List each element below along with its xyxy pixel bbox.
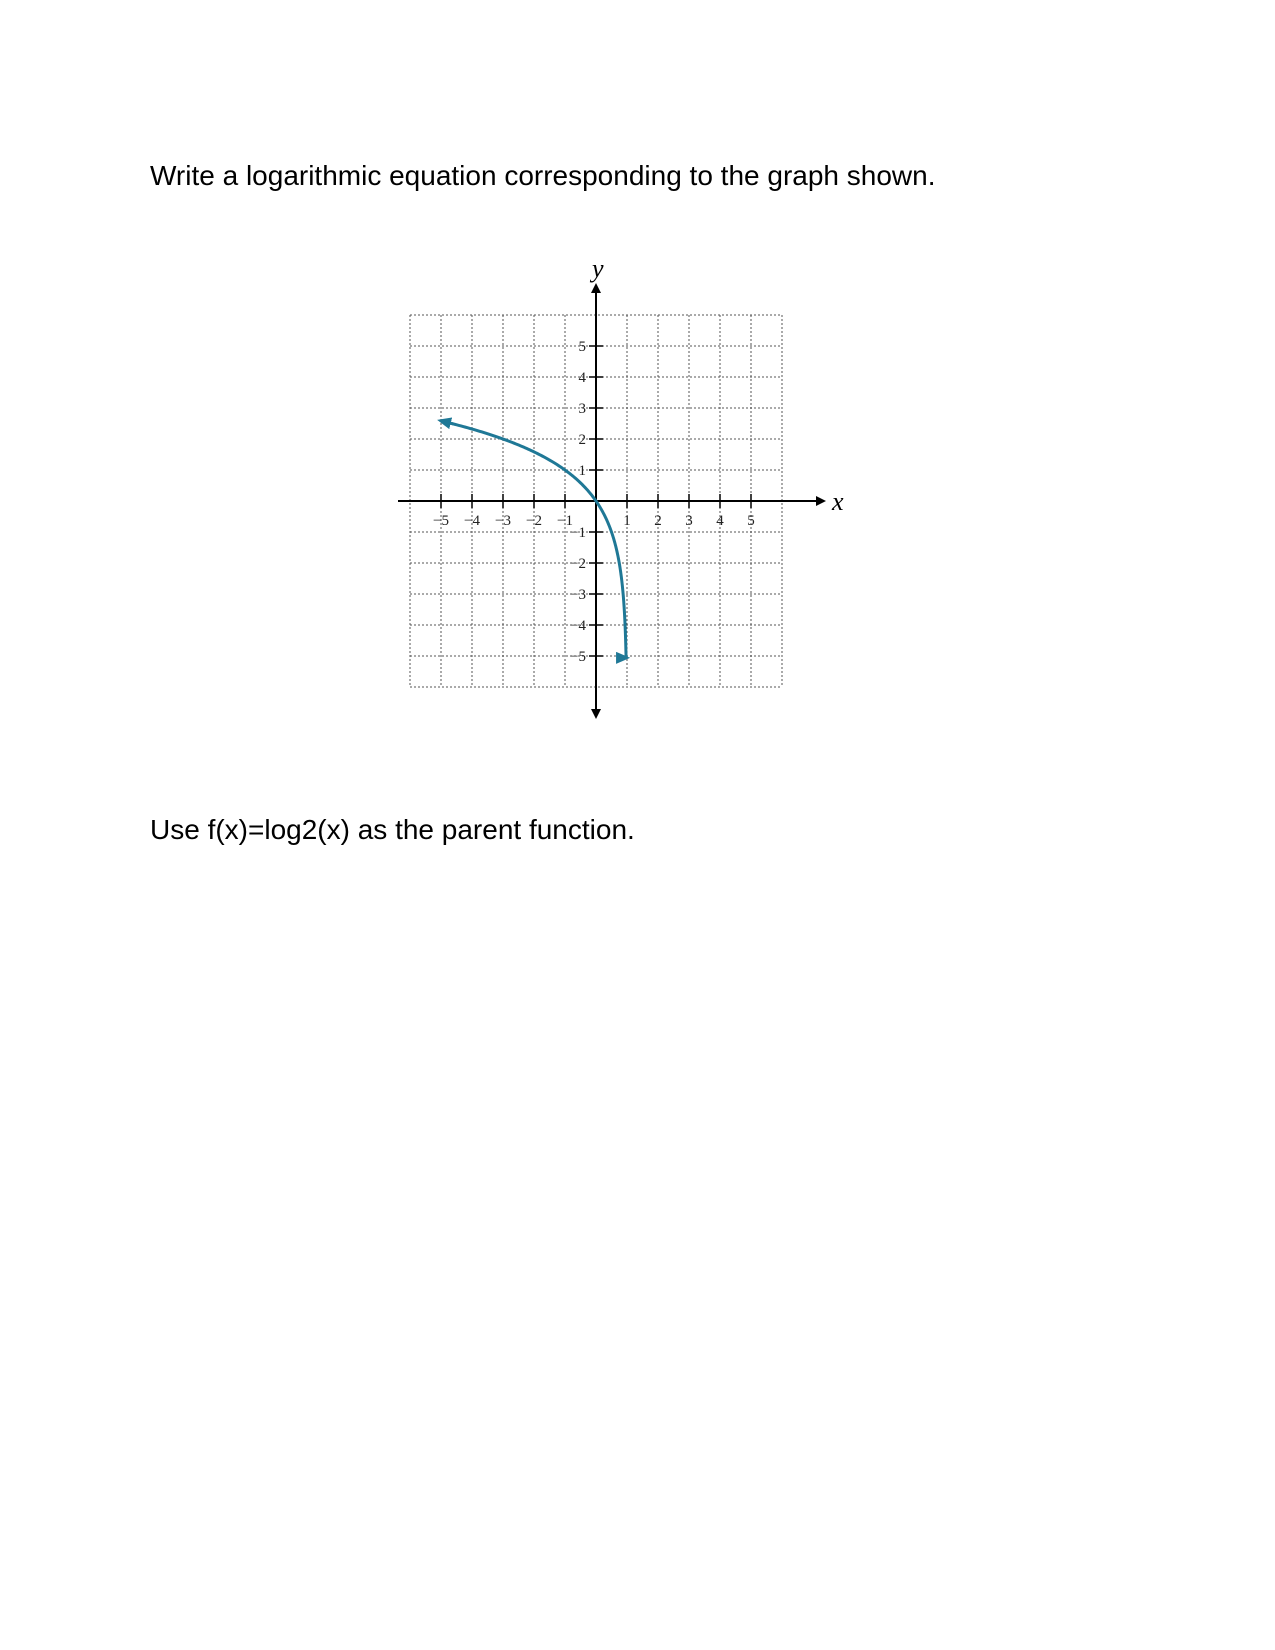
y-tick-label: −5 [570,649,586,665]
instruction-text: Use f(x)=log2(x) as the parent function. [150,814,635,845]
x-tick-label: −4 [464,513,480,529]
x-tick-label: 3 [685,513,693,529]
y-axis-label: y [592,258,604,283]
y-tick-label: 2 [578,432,586,448]
x-tick-label: −1 [557,513,573,529]
y-tick-label: 4 [578,370,586,386]
y-tick-label: −4 [570,618,586,634]
graph [398,258,868,738]
x-tick-label: 4 [716,513,724,529]
question-text: Write a logarithmic equation corresponding to the graph shown. [150,160,936,191]
x-tick-label: 2 [654,513,662,529]
x-tick-label: 5 [747,513,755,529]
y-tick-label: 1 [578,463,586,479]
axes [398,285,824,717]
y-tick-label: −1 [570,525,586,541]
y-tick-label: −2 [570,556,586,572]
graph-svg [398,258,868,738]
y-tick-label: −3 [570,587,586,603]
x-tick-label: 1 [623,513,631,529]
x-tick-label: −2 [526,513,542,529]
y-tick-label: 5 [578,339,586,355]
x-axis-label: x [832,487,844,516]
y-tick-label: 3 [578,401,586,417]
x-tick-label: −5 [433,513,449,529]
x-tick-label: −3 [495,513,511,529]
log-curve-left-arrow [441,421,453,424]
